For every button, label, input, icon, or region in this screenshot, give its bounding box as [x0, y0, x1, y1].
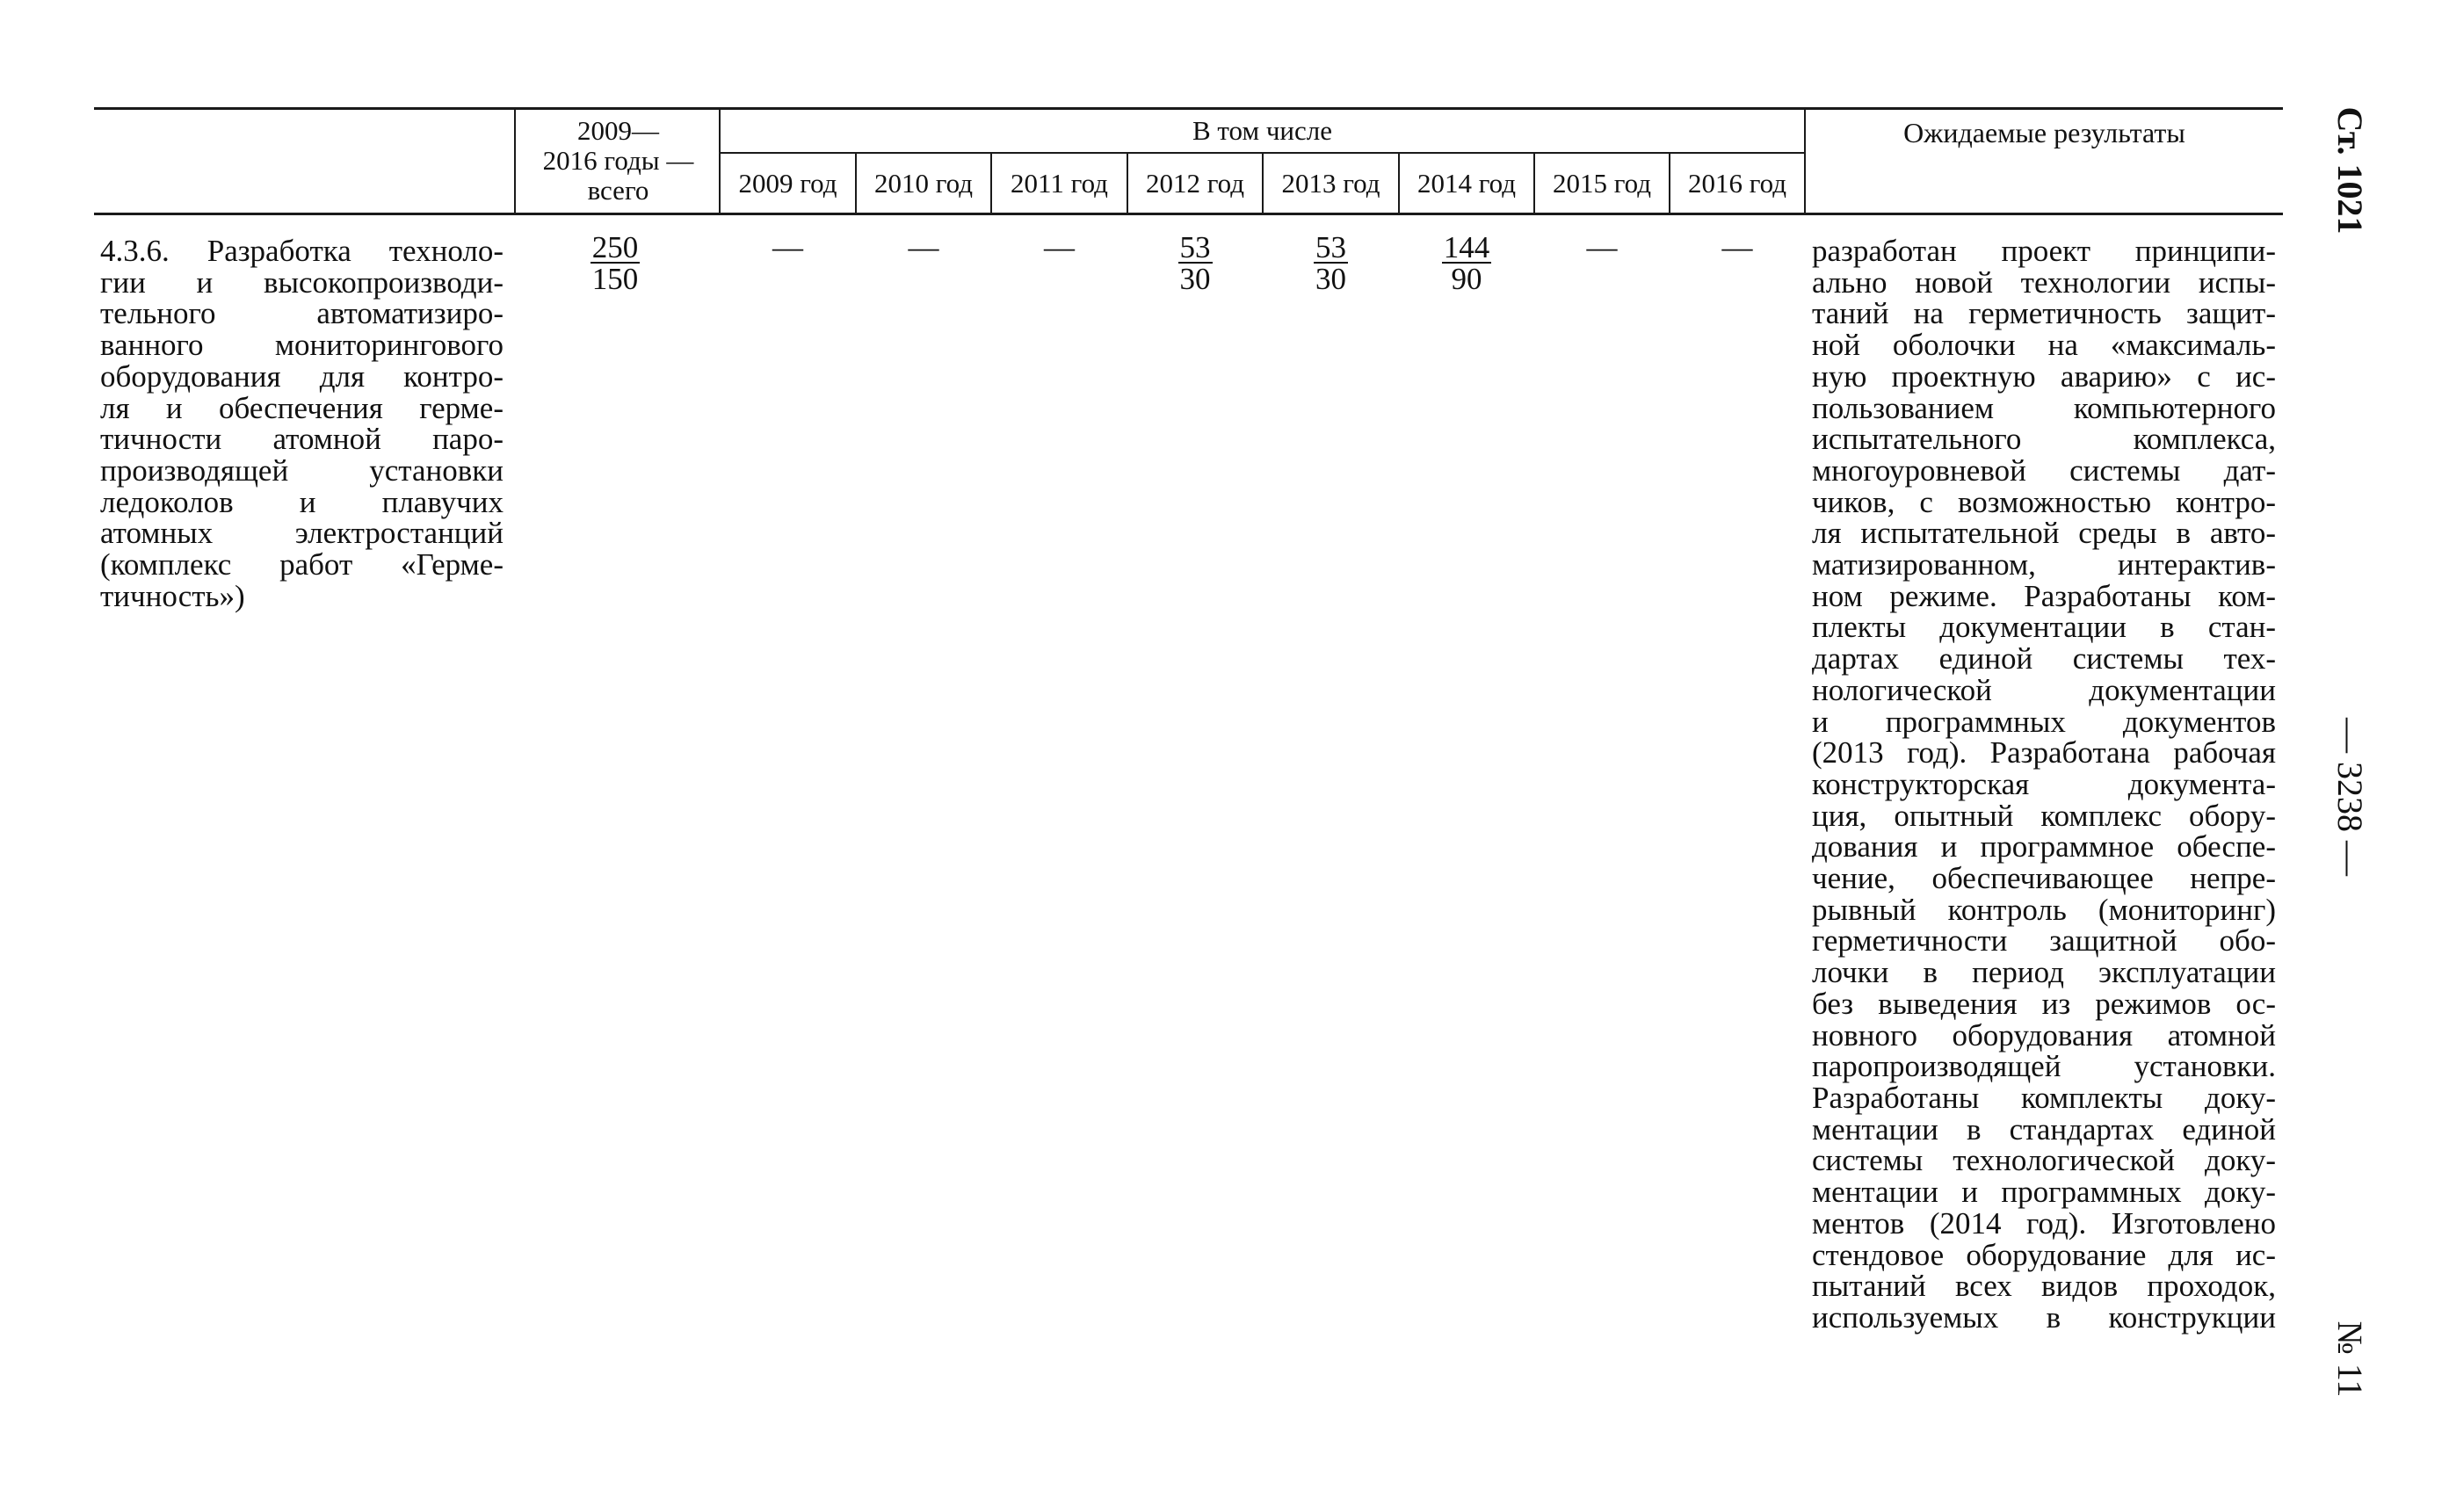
- result-line: пытаний всех видов проходок,: [1812, 1269, 2276, 1304]
- result-line: нологической документации: [1812, 672, 2276, 707]
- value-2014: [1400, 232, 1533, 295]
- result-line: используемых в конструкции: [1812, 1299, 2276, 1335]
- value-2009: —: [772, 230, 803, 264]
- result-line: ментации в стандартах единой: [1812, 1111, 2276, 1147]
- result-line: конструкторская документа-: [1812, 766, 2276, 801]
- table-top-rule: [94, 107, 2283, 110]
- header-year-2011: 2011 год: [1011, 167, 1108, 199]
- result-line: Разработаны комплекты доку-: [1812, 1080, 2276, 1115]
- result-line: новного оборудования атомной: [1812, 1017, 2276, 1053]
- result-line: таний на герметичность защит-: [1812, 296, 2276, 331]
- result-line: многоуровневой системы дат-: [1812, 452, 2276, 488]
- result-line: ной оболочки на «максималь-: [1812, 328, 2276, 363]
- header-year-2009: 2009 год: [738, 167, 837, 199]
- activity-line: тичность»): [100, 578, 245, 613]
- result-line: чиков, с возможностью контро-: [1812, 484, 2276, 519]
- value-2010: —: [908, 230, 939, 264]
- activity-line: ледоколов и плавучих: [100, 484, 504, 519]
- result-line: герметичности защитной обо-: [1812, 923, 2276, 959]
- header-year-2014: 2014 год: [1417, 167, 1517, 199]
- header-year-2010: 2010 год: [873, 167, 974, 199]
- activity-line: оборудования для контро-: [100, 358, 504, 394]
- activity-line: производящей установки: [100, 452, 504, 488]
- value-2013: [1264, 232, 1398, 295]
- value-2015: —: [1586, 230, 1618, 264]
- activity-line: тичности атомной паро-: [100, 422, 504, 457]
- value-2014-denominator: 90: [1451, 262, 1482, 296]
- value-2013-denominator: 30: [1315, 262, 1346, 296]
- result-line: и программных документов: [1812, 704, 2276, 739]
- header-year-2015: 2015 год: [1552, 167, 1652, 199]
- result-line: матизированном, интерактив-: [1812, 547, 2276, 582]
- activity-line: (комплекс работ «Герме-: [100, 547, 504, 582]
- result-line: (2013 год). Разработана рабочая: [1812, 735, 2276, 770]
- result-line: испытательного комплекса,: [1812, 422, 2276, 457]
- value-2014-numerator: 144: [1443, 230, 1490, 264]
- value-2012: [1128, 232, 1262, 295]
- result-line: ально новой технологии испы-: [1812, 264, 2276, 300]
- header-including: В том числе: [1192, 115, 1332, 146]
- result-line: лочки в период эксплуатации: [1812, 955, 2276, 990]
- header-year-2013: 2013 год: [1281, 167, 1380, 199]
- result-line: чение, обеспечивающее непре-: [1812, 861, 2276, 896]
- result-line: рывный контроль (мониторинг): [1812, 892, 2276, 927]
- total-denominator: 150: [591, 262, 639, 296]
- header-total-line: 2009—: [577, 115, 659, 146]
- value-2011: —: [1044, 230, 1075, 264]
- value-2013-numerator: 53: [1315, 230, 1346, 264]
- value-2012-numerator: 53: [1179, 230, 1211, 264]
- header-total-period: [516, 116, 721, 204]
- result-line: стендовое оборудование для ис-: [1812, 1237, 2276, 1272]
- result-line: ментации и программных доку-: [1812, 1175, 2276, 1210]
- result-line: ментов (2014 год). Изготовлено: [1812, 1205, 2276, 1241]
- result-line: пользованием компьютерного: [1812, 390, 2276, 425]
- header-bottom-rule: [94, 213, 2283, 215]
- activity-line: ванного мониторингового: [100, 328, 504, 363]
- result-line: плекты документации в стан-: [1812, 610, 2276, 645]
- result-line: ную проектную аварию» с ис-: [1812, 358, 2276, 394]
- result-line: ля испытательной среды в авто-: [1812, 516, 2276, 551]
- header-total-line: 2016 годы —: [542, 145, 694, 176]
- total-value: [545, 232, 685, 295]
- result-line: ном режиме. Разработаны ком-: [1812, 578, 2276, 613]
- header-total-line: всего: [587, 175, 649, 206]
- value-2012-denominator: 30: [1179, 262, 1211, 296]
- total-numerator: 250: [591, 230, 639, 264]
- result-line: дартах единой системы тех-: [1812, 641, 2276, 676]
- activity-description: [100, 235, 504, 611]
- header-year-2012: 2012 год: [1145, 167, 1245, 199]
- activity-line: тельного автоматизиро-: [100, 296, 504, 331]
- activity-line: ля и обеспечения герме-: [100, 390, 504, 425]
- issue-number: № 11: [2330, 1320, 2370, 1398]
- activity-line: 4.3.6. Разработка техноло-: [100, 234, 504, 268]
- activity-line: гии и высокопроизводи-: [100, 264, 504, 300]
- result-line: без выведения из режимов ос-: [1812, 986, 2276, 1021]
- result-line: ция, опытный комплекс обору-: [1812, 798, 2276, 833]
- result-line: паропроизводящей установки.: [1812, 1049, 2276, 1084]
- value-2016: —: [1721, 230, 1753, 264]
- page-number: — 3238 —: [2330, 718, 2370, 876]
- article-reference: Ст. 1021: [2330, 106, 2370, 235]
- header-year-2016: 2016 год: [1687, 167, 1787, 199]
- expected-results-text: [1812, 235, 2276, 1334]
- header-expected-results: Ожидаемые результаты: [1903, 117, 2185, 148]
- result-line: системы технологической доку-: [1812, 1143, 2276, 1178]
- activity-line: атомных электростанций: [100, 516, 504, 551]
- result-line: разработан проект принципи-: [1812, 234, 2276, 268]
- result-line: дования и программное обеспе-: [1812, 829, 2276, 865]
